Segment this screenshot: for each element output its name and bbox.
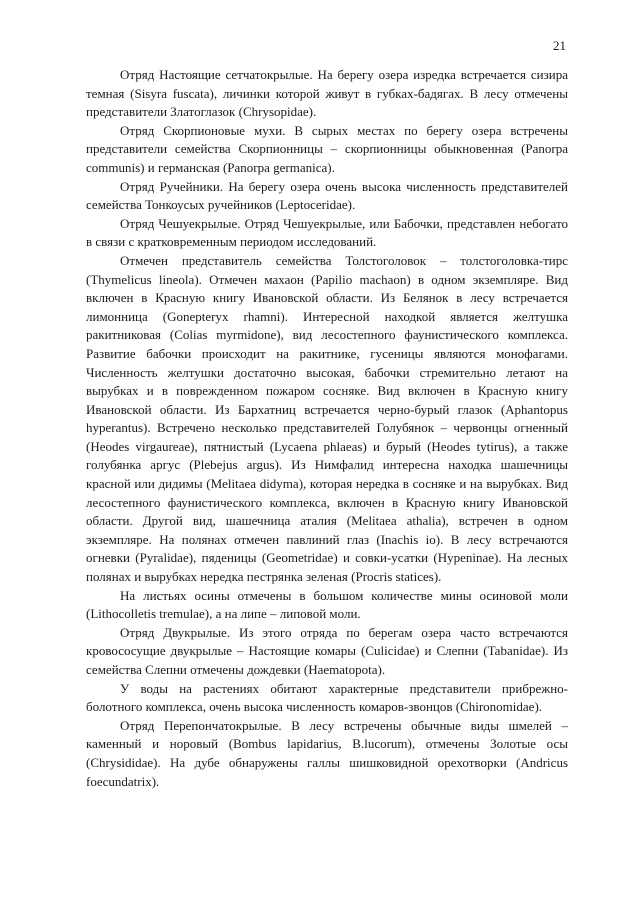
paragraph-lepidoptera-species: Отмечен представитель семейства Толстоголовок – толстоголовка-тирс (Thymelicus lineola). Отмечен махаон (Papilio machaon) в одном экземпляре. Вид включен в Красную книгу Ивановской области. Из Белянок в лесу встречается лимонница (Gonepteryx rhamni). Интересной находкой является желтушка ракитниковая (Colias myrmidone), вид лесостепного фаунистического комплекса. Развитие бабочки происходит на ракитнике, гусеницы являются монофагами. Численность желтушки достаточно высокая, бабочки стремительно летают на вырубках и в поврежденном пожаром сосняке. Вид включен в Красную книгу Ивановской области. Из Бархатниц встречается черно-бурый глазок (Aphantopus hyperantus). Встречено несколько представителей Голубянок – червонцы огненный (Heodes virgaureae), пятнистый (Lycaena phlaeas) и бурый (Heodes tytirus), а также голубянка аргус (Plebejus argus). Из Нимфалид интересна находка шашечницы красной или дидимы (Melitaea didyma), которая нередка в сосняке и на вырубках. Вид лесостепного фаунистического комплекса, включен в Красную книгу Ивановской области. Другой вид, шашечница аталия (Melitaea athalia), встречен в одном экземпляре. На полянах отмечен павлиний глаз (Inachis io). В лесу встречаются огневки (Pyralidae), пяденицы (Geometridae) и совки-усатки (Hypeninae). На лесных полянах и вырубках нередка пестрянка зеленая (Procris statices).: [86, 252, 568, 585]
paragraph-chironomidae: У воды на растениях обитают характерные представители прибрежно-болотного комплекса, очень высока численность комаров-звонцов (Chironomidae).: [86, 680, 568, 715]
paragraph-hymenoptera: Отряд Перепончатокрылые. В лесу встречены обычные виды шмелей – каменный и норовый (Bombus lapidarius, B.lucorum), отмечены Золотые осы (Chrysididae). На дубе обнаружены галлы шишковидной орехотворки (Andricus foecundatrix).: [86, 717, 568, 789]
page-number: 21: [553, 38, 566, 53]
paragraph-leaf-miners: На листьях осины отмечены в большом количестве мины осиновой моли (Lithocolletis tremulae), а на липе – липовой моли.: [86, 587, 568, 622]
paragraph-neuroptera: Отряд Настоящие сетчатокрылые. На берегу озера изредка встречается сизира темная (Sisyra fuscata), личинки которой живут в губках-бадягах. В лесу отмечены представители Златоглазок (Chrysopidae).: [86, 67, 568, 120]
body-text: [86, 66, 568, 791]
paragraph-trichoptera: Отряд Ручейники. На берегу озера очень высока численность представителей семейства Тонкоусых ручейников (Leptoceridae).: [86, 178, 568, 213]
paragraph-diptera: Отряд Двукрылые. Из этого отряда по берегам озера часто встречаются кровососущие двукрылые – Настоящие комары (Culicidae) и Слепни (Tabanidae). Из семейства Слепни отмечены дождевки (Haematopota).: [86, 624, 568, 677]
paragraph-mecoptera: Отряд Скорпионовые мухи. В сырых местах по берегу озера встречены представители семейства Скорпионницы – скорпионницы обыкновенная (Panorpa communis) и германская (Panorpa germanica).: [86, 122, 568, 175]
paragraph-lepidoptera-intro: Отряд Чешуекрылые. Отряд Чешуекрылые, или Бабочки, представлен небогато в связи с кратковременным периодом исследований.: [86, 215, 568, 250]
